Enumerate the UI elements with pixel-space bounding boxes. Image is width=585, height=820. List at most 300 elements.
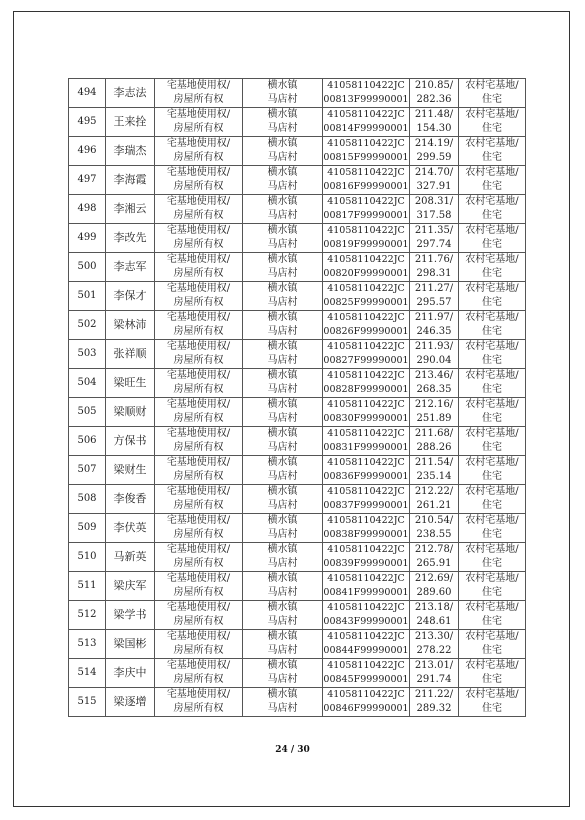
right-type-line: 宅基地使用权/ xyxy=(166,80,231,91)
usage-cell xyxy=(459,224,526,253)
unit-code-line: 00820F99990001 xyxy=(323,268,409,279)
area-line: 214.70/ xyxy=(414,167,454,178)
unit-code-cell xyxy=(323,514,410,543)
usage-cell xyxy=(459,543,526,572)
table-row xyxy=(69,108,526,137)
usage-line: 住宅 xyxy=(482,616,502,627)
usage-line: 农村宅基地/ xyxy=(465,196,519,207)
area-line: 289.32 xyxy=(416,703,452,714)
area-line: 291.74 xyxy=(416,674,452,685)
owner-name-cell: 李湘云 xyxy=(106,195,155,224)
table-row xyxy=(69,514,526,543)
unit-code-cell xyxy=(323,427,410,456)
location-line: 马店村 xyxy=(267,326,298,337)
location-cell xyxy=(243,311,323,340)
right-type-line: 房屋所有权 xyxy=(173,268,224,279)
location-cell xyxy=(243,601,323,630)
usage-line: 农村宅基地/ xyxy=(465,660,519,671)
table-row xyxy=(69,485,526,514)
area-line: 210.54/ xyxy=(414,515,454,526)
location-line: 横水镇 xyxy=(267,109,298,120)
right-type-line: 宅基地使用权/ xyxy=(166,457,231,468)
table-row xyxy=(69,427,526,456)
area-cell xyxy=(410,137,459,166)
unit-code-line: 00827F99990001 xyxy=(323,355,409,366)
right-type-cell xyxy=(155,253,243,282)
right-type-line: 宅基地使用权/ xyxy=(166,370,231,381)
owner-name-cell: 李伏英 xyxy=(106,514,155,543)
location-cell xyxy=(243,166,323,195)
unit-code-cell xyxy=(323,166,410,195)
right-type-cell xyxy=(155,79,243,108)
unit-code-line: 00837F99990001 xyxy=(323,500,409,511)
area-line: 265.91 xyxy=(416,558,452,569)
area-line: 208.31/ xyxy=(414,196,454,207)
table-row xyxy=(69,137,526,166)
right-type-cell xyxy=(155,514,243,543)
location-line: 横水镇 xyxy=(267,515,298,526)
area-line: 251.89 xyxy=(416,413,452,424)
location-line: 马店村 xyxy=(267,355,298,366)
unit-code-line: 41058110422JC xyxy=(327,544,405,555)
usage-cell xyxy=(459,108,526,137)
location-line: 横水镇 xyxy=(267,631,298,642)
location-cell xyxy=(243,224,323,253)
unit-code-cell xyxy=(323,543,410,572)
location-cell xyxy=(243,659,323,688)
right-type-cell xyxy=(155,456,243,485)
usage-line: 农村宅基地/ xyxy=(465,515,519,526)
row-number-cell: 499 xyxy=(69,224,106,253)
usage-line: 住宅 xyxy=(482,152,502,163)
location-cell xyxy=(243,137,323,166)
location-line: 横水镇 xyxy=(267,544,298,555)
right-type-line: 房屋所有权 xyxy=(173,471,224,482)
usage-line: 农村宅基地/ xyxy=(465,312,519,323)
location-line: 马店村 xyxy=(267,674,298,685)
area-cell xyxy=(410,456,459,485)
usage-cell xyxy=(459,282,526,311)
right-type-cell xyxy=(155,398,243,427)
location-line: 马店村 xyxy=(267,413,298,424)
location-cell xyxy=(243,108,323,137)
right-type-line: 宅基地使用权/ xyxy=(166,544,231,555)
right-type-cell xyxy=(155,166,243,195)
usage-line: 住宅 xyxy=(482,703,502,714)
right-type-line: 房屋所有权 xyxy=(173,703,224,714)
usage-line: 住宅 xyxy=(482,413,502,424)
unit-code-line: 41058110422JC xyxy=(327,80,405,91)
location-cell xyxy=(243,195,323,224)
location-line: 横水镇 xyxy=(267,341,298,352)
location-line: 马店村 xyxy=(267,500,298,511)
owner-name-cell: 梁逐增 xyxy=(106,688,155,717)
location-line: 马店村 xyxy=(267,239,298,250)
area-line: 213.46/ xyxy=(414,370,454,381)
area-line: 297.74 xyxy=(416,239,452,250)
right-type-line: 房屋所有权 xyxy=(173,413,224,424)
usage-line: 农村宅基地/ xyxy=(465,167,519,178)
table-row xyxy=(69,398,526,427)
unit-code-line: 41058110422JC xyxy=(327,631,405,642)
unit-code-cell xyxy=(323,572,410,601)
table-row xyxy=(69,601,526,630)
unit-code-line: 41058110422JC xyxy=(327,399,405,410)
owner-name-cell: 王来拴 xyxy=(106,108,155,137)
area-cell xyxy=(410,514,459,543)
area-line: 317.58 xyxy=(416,210,452,221)
area-line: 211.22/ xyxy=(414,689,454,700)
right-type-line: 宅基地使用权/ xyxy=(166,602,231,613)
location-cell xyxy=(243,253,323,282)
usage-line: 农村宅基地/ xyxy=(465,283,519,294)
row-number-cell: 515 xyxy=(69,688,106,717)
usage-line: 农村宅基地/ xyxy=(465,573,519,584)
usage-line: 住宅 xyxy=(482,268,502,279)
area-line: 211.35/ xyxy=(414,225,454,236)
location-cell xyxy=(243,369,323,398)
location-cell xyxy=(243,543,323,572)
location-line: 横水镇 xyxy=(267,457,298,468)
table-row xyxy=(69,543,526,572)
table-row xyxy=(69,282,526,311)
area-line: 211.93/ xyxy=(414,341,454,352)
owner-name-cell: 梁庆军 xyxy=(106,572,155,601)
unit-code-line: 00826F99990001 xyxy=(323,326,409,337)
usage-cell xyxy=(459,137,526,166)
right-type-cell xyxy=(155,369,243,398)
row-number-cell: 495 xyxy=(69,108,106,137)
unit-code-cell xyxy=(323,659,410,688)
area-cell xyxy=(410,282,459,311)
location-line: 横水镇 xyxy=(267,312,298,323)
location-line: 马店村 xyxy=(267,558,298,569)
right-type-cell xyxy=(155,340,243,369)
area-line: 278.22 xyxy=(416,645,452,656)
area-cell xyxy=(410,79,459,108)
unit-code-line: 41058110422JC xyxy=(327,486,405,497)
unit-code-cell xyxy=(323,195,410,224)
unit-code-cell xyxy=(323,630,410,659)
right-type-line: 房屋所有权 xyxy=(173,297,224,308)
owner-name-cell: 李志法 xyxy=(106,79,155,108)
area-line: 213.30/ xyxy=(414,631,454,642)
usage-line: 农村宅基地/ xyxy=(465,428,519,439)
area-cell xyxy=(410,253,459,282)
location-line: 马店村 xyxy=(267,529,298,540)
row-number-cell: 498 xyxy=(69,195,106,224)
location-line: 马店村 xyxy=(267,94,298,105)
right-type-cell xyxy=(155,311,243,340)
area-line: 211.48/ xyxy=(414,109,454,120)
area-line: 295.57 xyxy=(416,297,452,308)
owner-name-cell: 张祥顺 xyxy=(106,340,155,369)
area-cell xyxy=(410,688,459,717)
unit-code-line: 00830F99990001 xyxy=(323,413,409,424)
unit-code-line: 41058110422JC xyxy=(327,457,405,468)
usage-cell xyxy=(459,398,526,427)
right-type-line: 房屋所有权 xyxy=(173,355,224,366)
right-type-line: 宅基地使用权/ xyxy=(166,660,231,671)
area-cell xyxy=(410,311,459,340)
location-line: 横水镇 xyxy=(267,254,298,265)
owner-name-cell: 马新英 xyxy=(106,543,155,572)
usage-line: 住宅 xyxy=(482,355,502,366)
location-line: 马店村 xyxy=(267,297,298,308)
right-type-line: 房屋所有权 xyxy=(173,529,224,540)
area-cell xyxy=(410,195,459,224)
unit-code-line: 00813F99990001 xyxy=(323,94,409,105)
right-type-cell xyxy=(155,630,243,659)
row-number-cell: 501 xyxy=(69,282,106,311)
unit-code-line: 00825F99990001 xyxy=(323,297,409,308)
unit-code-line: 00845F99990001 xyxy=(323,674,409,685)
area-line: 211.68/ xyxy=(414,428,454,439)
table-row xyxy=(69,253,526,282)
unit-code-line: 00836F99990001 xyxy=(323,471,409,482)
usage-line: 住宅 xyxy=(482,645,502,656)
usage-cell xyxy=(459,659,526,688)
right-type-line: 宅基地使用权/ xyxy=(166,167,231,178)
location-line: 马店村 xyxy=(267,152,298,163)
usage-cell xyxy=(459,79,526,108)
location-line: 马店村 xyxy=(267,442,298,453)
location-cell xyxy=(243,282,323,311)
usage-line: 住宅 xyxy=(482,297,502,308)
unit-code-line: 41058110422JC xyxy=(327,196,405,207)
right-type-line: 房屋所有权 xyxy=(173,674,224,685)
location-line: 横水镇 xyxy=(267,370,298,381)
area-line: 213.18/ xyxy=(414,602,454,613)
usage-line: 农村宅基地/ xyxy=(465,370,519,381)
area-line: 299.59 xyxy=(416,152,452,163)
page-number: 24 / 30 xyxy=(275,745,310,755)
unit-code-line: 00838F99990001 xyxy=(323,529,409,540)
owner-name-cell: 李瑞杰 xyxy=(106,137,155,166)
right-type-line: 房屋所有权 xyxy=(173,181,224,192)
row-number-cell: 510 xyxy=(69,543,106,572)
area-line: 290.04 xyxy=(416,355,452,366)
right-type-line: 宅基地使用权/ xyxy=(166,399,231,410)
unit-code-line: 41058110422JC xyxy=(327,283,405,294)
right-type-line: 宅基地使用权/ xyxy=(166,254,231,265)
owner-name-cell: 李保才 xyxy=(106,282,155,311)
usage-line: 农村宅基地/ xyxy=(465,544,519,555)
area-line: 212.16/ xyxy=(414,399,454,410)
location-line: 横水镇 xyxy=(267,602,298,613)
usage-cell xyxy=(459,601,526,630)
unit-code-line: 41058110422JC xyxy=(327,225,405,236)
table-row xyxy=(69,659,526,688)
row-number-cell: 513 xyxy=(69,630,106,659)
area-line: 235.14 xyxy=(416,471,452,482)
location-cell xyxy=(243,572,323,601)
right-type-line: 宅基地使用权/ xyxy=(166,225,231,236)
usage-line: 农村宅基地/ xyxy=(465,602,519,613)
unit-code-line: 00843F99990001 xyxy=(323,616,409,627)
row-number-cell: 502 xyxy=(69,311,106,340)
location-line: 横水镇 xyxy=(267,225,298,236)
usage-line: 住宅 xyxy=(482,529,502,540)
unit-code-cell xyxy=(323,601,410,630)
right-type-line: 宅基地使用权/ xyxy=(166,428,231,439)
usage-line: 农村宅基地/ xyxy=(465,254,519,265)
table-row xyxy=(69,224,526,253)
area-line: 210.85/ xyxy=(414,80,454,91)
unit-code-line: 00846F99990001 xyxy=(323,703,409,714)
owner-name-cell: 梁国彬 xyxy=(106,630,155,659)
right-type-cell xyxy=(155,688,243,717)
area-cell xyxy=(410,601,459,630)
usage-line: 住宅 xyxy=(482,500,502,511)
location-cell xyxy=(243,456,323,485)
usage-cell xyxy=(459,572,526,601)
location-line: 横水镇 xyxy=(267,138,298,149)
table-row xyxy=(69,456,526,485)
right-type-line: 房屋所有权 xyxy=(173,442,224,453)
right-type-line: 房屋所有权 xyxy=(173,152,224,163)
location-line: 马店村 xyxy=(267,210,298,221)
unit-code-line: 00828F99990001 xyxy=(323,384,409,395)
row-number-cell: 505 xyxy=(69,398,106,427)
location-line: 马店村 xyxy=(267,181,298,192)
unit-code-line: 00816F99990001 xyxy=(323,181,409,192)
owner-name-cell: 梁学书 xyxy=(106,601,155,630)
unit-code-cell xyxy=(323,311,410,340)
usage-line: 农村宅基地/ xyxy=(465,109,519,120)
usage-line: 住宅 xyxy=(482,384,502,395)
owner-name-cell: 李志军 xyxy=(106,253,155,282)
right-type-line: 宅基地使用权/ xyxy=(166,312,231,323)
right-type-line: 房屋所有权 xyxy=(173,558,224,569)
area-line: 212.78/ xyxy=(414,544,454,555)
right-type-cell xyxy=(155,108,243,137)
unit-code-line: 41058110422JC xyxy=(327,573,405,584)
location-line: 横水镇 xyxy=(267,283,298,294)
owner-name-cell: 李改先 xyxy=(106,224,155,253)
location-line: 马店村 xyxy=(267,471,298,482)
area-line: 261.21 xyxy=(416,500,452,511)
right-type-line: 房屋所有权 xyxy=(173,645,224,656)
table-row xyxy=(69,195,526,224)
usage-line: 住宅 xyxy=(482,471,502,482)
unit-code-line: 00817F99990001 xyxy=(323,210,409,221)
usage-line: 住宅 xyxy=(482,181,502,192)
location-line: 横水镇 xyxy=(267,689,298,700)
usage-line: 住宅 xyxy=(482,239,502,250)
unit-code-line: 41058110422JC xyxy=(327,660,405,671)
location-cell xyxy=(243,630,323,659)
right-type-cell xyxy=(155,282,243,311)
location-line: 马店村 xyxy=(267,616,298,627)
location-line: 马店村 xyxy=(267,645,298,656)
right-type-cell xyxy=(155,572,243,601)
usage-line: 农村宅基地/ xyxy=(465,341,519,352)
unit-code-cell xyxy=(323,282,410,311)
row-number-cell: 511 xyxy=(69,572,106,601)
area-line: 212.22/ xyxy=(414,486,454,497)
row-number-cell: 503 xyxy=(69,340,106,369)
usage-cell xyxy=(459,195,526,224)
area-cell xyxy=(410,166,459,195)
row-number-cell: 494 xyxy=(69,79,106,108)
right-type-cell xyxy=(155,137,243,166)
area-line: 288.26 xyxy=(416,442,452,453)
row-number-cell: 512 xyxy=(69,601,106,630)
row-number-cell: 496 xyxy=(69,137,106,166)
unit-code-line: 00844F99990001 xyxy=(323,645,409,656)
right-type-line: 宅基地使用权/ xyxy=(166,283,231,294)
usage-line: 农村宅基地/ xyxy=(465,399,519,410)
unit-code-cell xyxy=(323,253,410,282)
usage-cell xyxy=(459,340,526,369)
location-line: 横水镇 xyxy=(267,486,298,497)
unit-code-cell xyxy=(323,137,410,166)
registry-table-body xyxy=(69,79,526,717)
right-type-line: 宅基地使用权/ xyxy=(166,138,231,149)
location-cell xyxy=(243,485,323,514)
area-cell xyxy=(410,543,459,572)
area-line: 289.60 xyxy=(416,587,452,598)
usage-cell xyxy=(459,369,526,398)
right-type-cell xyxy=(155,485,243,514)
area-line: 211.76/ xyxy=(414,254,454,265)
right-type-line: 宅基地使用权/ xyxy=(166,341,231,352)
unit-code-line: 41058110422JC xyxy=(327,138,405,149)
table-row xyxy=(69,311,526,340)
area-cell xyxy=(410,572,459,601)
area-line: 214.19/ xyxy=(414,138,454,149)
owner-name-cell: 李庆中 xyxy=(106,659,155,688)
location-line: 横水镇 xyxy=(267,428,298,439)
area-cell xyxy=(410,427,459,456)
location-cell xyxy=(243,427,323,456)
location-line: 横水镇 xyxy=(267,573,298,584)
area-line: 212.69/ xyxy=(414,573,454,584)
location-cell xyxy=(243,514,323,543)
unit-code-cell xyxy=(323,369,410,398)
right-type-line: 宅基地使用权/ xyxy=(166,689,231,700)
area-line: 268.35 xyxy=(416,384,452,395)
owner-name-cell: 梁财生 xyxy=(106,456,155,485)
usage-cell xyxy=(459,311,526,340)
unit-code-line: 41058110422JC xyxy=(327,109,405,120)
usage-line: 农村宅基地/ xyxy=(465,631,519,642)
area-line: 211.54/ xyxy=(414,457,454,468)
right-type-line: 宅基地使用权/ xyxy=(166,486,231,497)
area-line: 298.31 xyxy=(416,268,452,279)
right-type-line: 房屋所有权 xyxy=(173,123,224,134)
usage-line: 住宅 xyxy=(482,123,502,134)
location-line: 马店村 xyxy=(267,268,298,279)
usage-line: 住宅 xyxy=(482,94,502,105)
usage-line: 住宅 xyxy=(482,587,502,598)
area-line: 211.27/ xyxy=(414,283,454,294)
right-type-cell xyxy=(155,427,243,456)
location-line: 马店村 xyxy=(267,587,298,598)
unit-code-cell xyxy=(323,456,410,485)
right-type-cell xyxy=(155,659,243,688)
unit-code-line: 41058110422JC xyxy=(327,254,405,265)
owner-name-cell: 梁林沛 xyxy=(106,311,155,340)
right-type-line: 房屋所有权 xyxy=(173,587,224,598)
right-type-line: 宅基地使用权/ xyxy=(166,515,231,526)
right-type-line: 房屋所有权 xyxy=(173,616,224,627)
unit-code-line: 41058110422JC xyxy=(327,515,405,526)
area-line: 248.61 xyxy=(416,616,452,627)
right-type-line: 房屋所有权 xyxy=(173,239,224,250)
location-line: 横水镇 xyxy=(267,660,298,671)
